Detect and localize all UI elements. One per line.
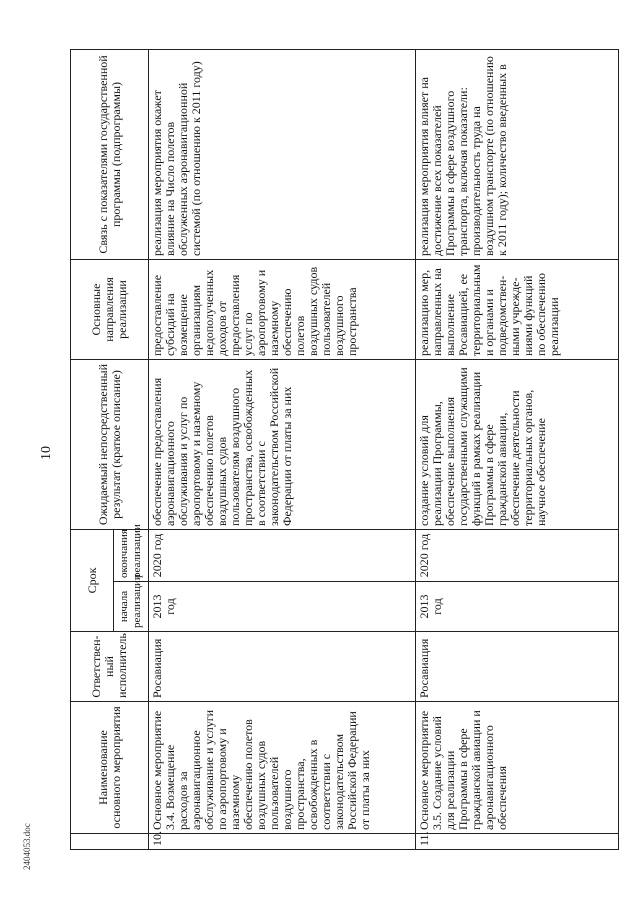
header-term: Срок bbox=[71, 530, 114, 632]
header-num bbox=[71, 834, 149, 850]
row-indicator-link: реализация мероприятия окажет влияние на Число полетов обслуженных аэронавигационной системой (по отношению к 2011 году) bbox=[149, 50, 416, 260]
header-name: Наименование основного мероприятия bbox=[71, 702, 149, 834]
row-executor: Росавиация bbox=[149, 632, 416, 702]
footer-filename: 2404053.doc bbox=[22, 823, 32, 870]
header-term-start: начала реализации bbox=[114, 582, 149, 632]
row-activity-name: Основное мероприятие 3.4. Возмещение расходов за аэронавигационное обслуживание и услуги по аэропортовому и наземному обеспечению полетов воздушных судов пользователей воздушного пространства, освобожденных в соответствии с законодательством Российской Федерации от платы за них bbox=[149, 702, 416, 834]
header-directions: Основные направления реализации bbox=[71, 260, 149, 360]
header-executor: Ответствен-ный исполнитель bbox=[71, 632, 149, 702]
row-number: 11. bbox=[416, 834, 619, 850]
table-row bbox=[416, 50, 619, 850]
page-number: 10 bbox=[39, 446, 54, 460]
activities-table bbox=[70, 49, 619, 850]
header-link: Связь с показателями государственной программы (подпрограммы) bbox=[71, 50, 149, 260]
row-end: 2020 год bbox=[149, 530, 416, 582]
row-start: 2013 год bbox=[416, 582, 619, 632]
row-indicator-link: реализация мероприятия влияет на достижение всех показателей Программы в сфере воздушного транспорта, включая показатели: производительность труда на воздушном транспорте (по отношению к 2011 году); количество введенных в bbox=[416, 50, 619, 260]
row-activity-name: Основное мероприятие 3.5. Создание условий для реализации Программы в сфере гражданской авиации и аэронавигационного обеспечения bbox=[416, 702, 619, 834]
row-number: 10. bbox=[149, 834, 416, 850]
rotated-table-container bbox=[70, 50, 620, 850]
row-directions: предоставление субсидий на возмещение организациям недополученных доходов от предоставления услуг по аэропортовому и наземному обеспечению полетов воздушных судов пользователей воздушного пространства bbox=[149, 260, 416, 360]
header-term-end: окончания реализации bbox=[114, 530, 149, 582]
row-start: 2013 год bbox=[149, 582, 416, 632]
header-result: Ожидаемый непосредственный результат (краткое описание) bbox=[71, 360, 149, 530]
row-executor: Росавиация bbox=[416, 632, 619, 702]
row-end: 2020 год bbox=[416, 530, 619, 582]
row-directions: реализацию мер, направленных на выполнение Росавиацией, ее территориальными органами и подведомствен-ными учрежде-ниями функций по обеспечению реализации bbox=[416, 260, 619, 360]
row-result: обеспечение предоставления аэронавигационного обслуживания и услуг по аэропортовому и наземному обеспечению полетов воздушных судов пользователям воздушного пространства, освобожденных в соответствии с законодательством Российской Федерации от платы за них bbox=[149, 360, 416, 530]
row-result: создание условий для реализации Программы, обеспечение выполнения государственными служащими функций в рамках реализации Программы в сфере гражданской авиации, обеспечение деятельности территориальных органов, научное обеспечение bbox=[416, 360, 619, 530]
table-row bbox=[149, 50, 416, 850]
